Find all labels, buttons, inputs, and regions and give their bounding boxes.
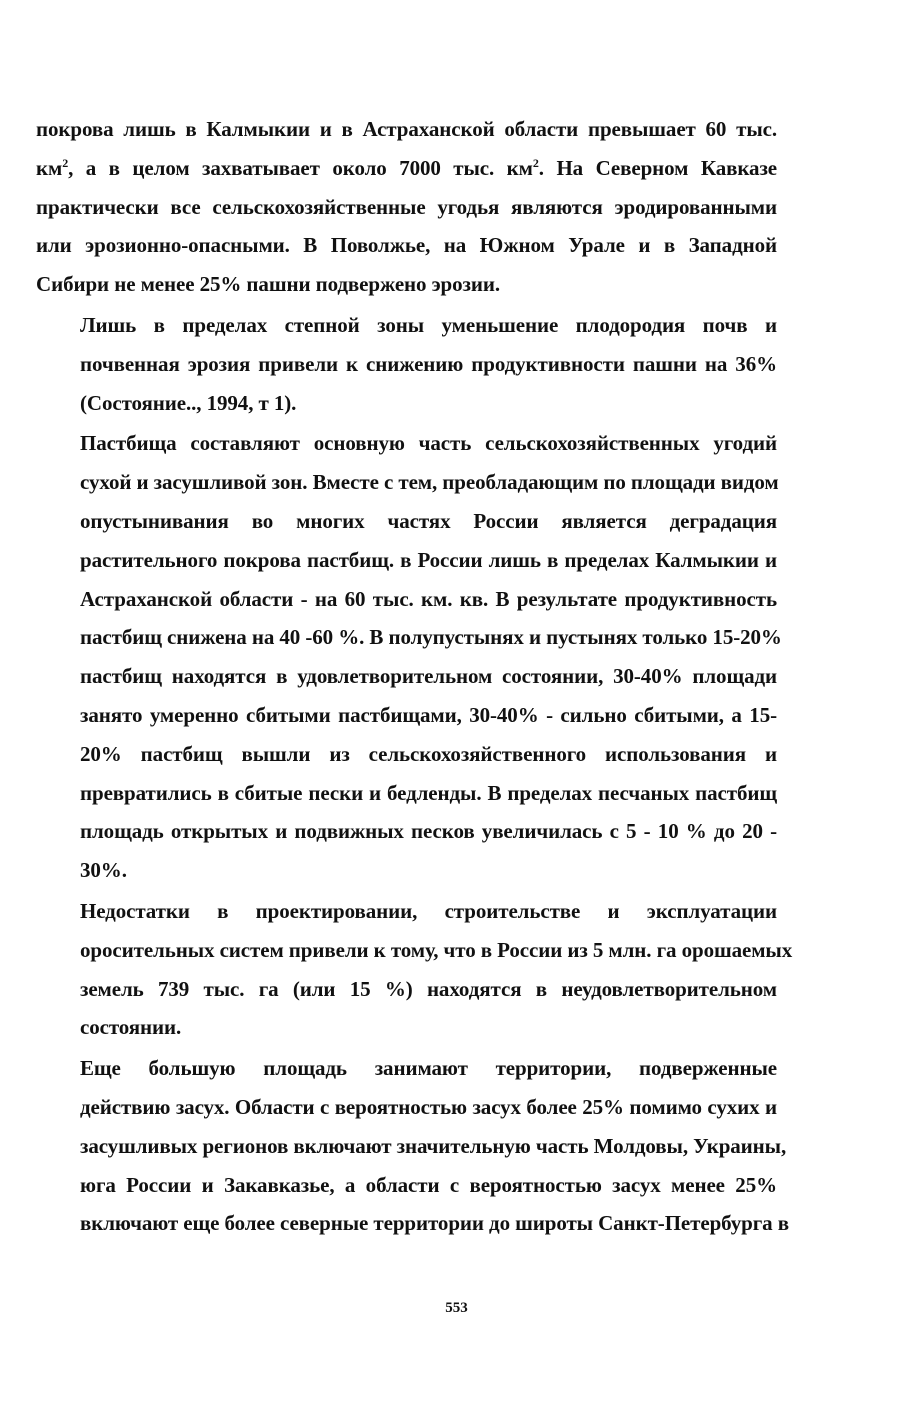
text-line: сухой и засушливой зон. Вместе с тем, преобладающим по площади видом — [80, 470, 779, 495]
paragraph — [36, 892, 793, 1047]
text-line: растительного покрова пастбищ. в России лишь в пределах Калмыкии и — [80, 547, 777, 572]
text-line: практически все сельскохозяйственные угодья являются эродированными — [36, 194, 777, 219]
text-line: засушливых регионов включают значительную часть Молдовы, Украины, — [80, 1133, 787, 1158]
text-line: оросительных систем привели к тому, что в России из 5 млн. га орошаемых — [80, 937, 793, 962]
text-line: Недостатки в проектировании, строительстве и эксплуатации — [80, 898, 777, 923]
text-line: пастбищ снижена на 40 -60 %. В полупустынях и пустынях только 15-20% — [80, 625, 782, 650]
text-line: занято умеренно сбитыми пастбищами, 30-40% - сильно сбитыми, а 15- — [80, 702, 777, 727]
text-line: площадь открытых и подвижных песков увеличилась с 5 - 10 % до 20 - — [80, 819, 777, 844]
page-number: 553 — [445, 1300, 468, 1316]
text-line: Сибири не менее 25% пашни подвержено эрозии. — [36, 272, 501, 297]
text-line: $км^2$, а в целом захватывает около 7000 тыс. $км^2$. На Северном Кавказе — [36, 155, 778, 180]
text-line: земель 739 тыс. га (или 15 %) находятся в неудовлетворительном — [80, 976, 777, 1001]
paragraph — [36, 306, 777, 422]
text-line: Еще большую площадь занимают территории, подверженные — [80, 1056, 777, 1081]
paragraph — [36, 110, 777, 304]
text-line: Лишь в пределах степной зоны уменьшение плодородия почв и — [80, 312, 777, 337]
text-line: пастбищ находятся в удовлетворительном состоянии, 30-40% площади — [80, 664, 777, 689]
paragraph — [36, 424, 782, 890]
text-line: 30%. — [80, 858, 127, 883]
text-line: включают еще более северные территории до широты Санкт-Петербурга в — [80, 1211, 789, 1236]
text-line: действию засух. Области с вероятностью засух более 25% помимо сухих и — [80, 1094, 777, 1119]
text-line: Пастбища составляют основную часть сельскохозяйственных угодий — [80, 431, 777, 456]
text-line: почвенная эрозия привели к снижению продуктивности пашни на 36% — [80, 351, 777, 376]
text-line: покрова лишь в Калмыкии и в Астраханской области превышает 60 тыс. — [36, 117, 777, 141]
text-line: или эрозионно-опасными. В Поволжье, на Южном Урале и в Западной — [36, 233, 777, 258]
text-line: состоянии. — [80, 1015, 182, 1040]
text-line: (Состояние.., 1994, т 1). — [80, 390, 297, 415]
text-line: 20% пастбищ вышли из сельскохозяйственного использования и — [80, 741, 777, 766]
text-line: Астраханской области - на 60 тыс. км. кв. В результате продуктивность — [80, 586, 777, 611]
body-text — [36, 110, 793, 1245]
text-line: юга России и Закавказье, а области с вероятностью засух менее 25% — [80, 1172, 777, 1197]
text-line: опустынивания во многих частях России является деградация — [80, 508, 777, 533]
text-line: превратились в сбитые пески и бедленды. В пределах песчаных пастбищ — [80, 780, 777, 805]
paragraph — [36, 1049, 789, 1243]
